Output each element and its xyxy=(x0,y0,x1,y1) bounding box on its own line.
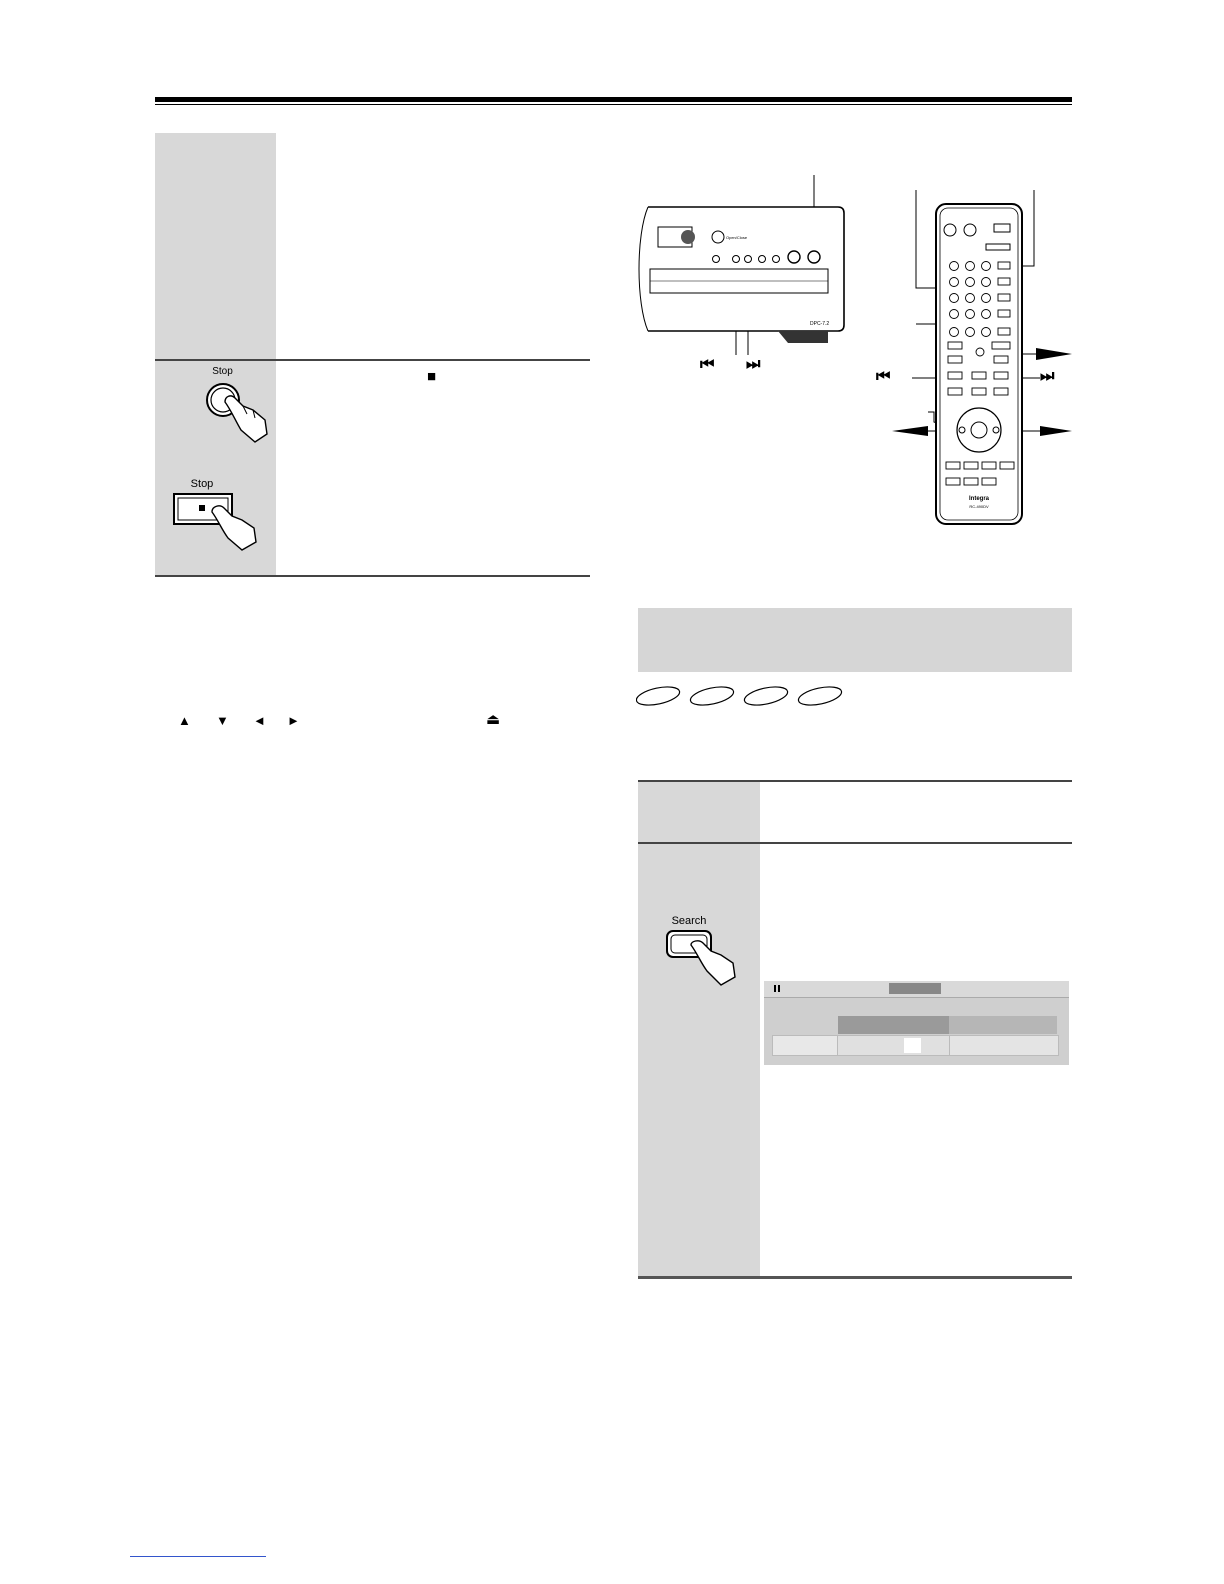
disc-type-icons xyxy=(636,684,846,708)
stop-button-square-illustration xyxy=(172,478,272,558)
remote-prev-track-icon: ⏮ xyxy=(876,368,891,385)
footer-link-underline[interactable] xyxy=(130,1556,266,1557)
remote-brand-text: Integra xyxy=(968,496,990,502)
stop-button-round-illustration xyxy=(195,364,275,454)
pause-icon xyxy=(774,985,776,992)
osd-input-cell[interactable] xyxy=(838,1035,949,1056)
left-arrow-icon: ◄ xyxy=(253,713,266,728)
up-arrow-icon: ▲ xyxy=(178,713,191,728)
osd-highlight-tab xyxy=(889,983,941,994)
search-osd-panel xyxy=(764,981,1069,1065)
header-rule xyxy=(155,97,1072,102)
front-next-track-icon: ⏭ xyxy=(746,356,759,373)
stop-label-round: Stop xyxy=(212,366,233,377)
right-step-divider xyxy=(638,842,1072,844)
hand-press-square-icon xyxy=(172,492,272,556)
stop-label-square: Stop xyxy=(190,478,214,490)
svg-text:Open/Close: Open/Close xyxy=(726,235,748,240)
front-panel-illustration xyxy=(628,175,858,375)
front-panel-model-text: DPC-7.2 xyxy=(810,321,830,327)
step-divider xyxy=(155,359,590,361)
hand-press-icon xyxy=(195,380,275,454)
down-arrow-icon: ▼ xyxy=(216,713,229,728)
right-step-bottom-rule xyxy=(638,1276,1072,1279)
player-front-panel xyxy=(628,175,858,375)
front-prev-track-icon: ⏮ xyxy=(700,356,713,373)
eject-icon: ⏏ xyxy=(486,711,501,728)
section-header-band xyxy=(638,608,1072,672)
right-step-top-rule xyxy=(638,780,1072,782)
remote-illustration xyxy=(876,190,1072,530)
osd-value-cell-right xyxy=(949,1035,1059,1056)
right-arrow-icon: ► xyxy=(287,713,300,728)
pause-icon-bar xyxy=(778,985,780,992)
osd-value-cell xyxy=(772,1035,838,1056)
search-label: Search xyxy=(671,915,707,927)
stop-symbol: ■ xyxy=(427,368,437,385)
remote-model-text: RC-490DV xyxy=(969,504,989,509)
remote-next-track-icon: ⏭ xyxy=(1040,368,1055,385)
hand-press-search-icon xyxy=(665,929,745,995)
remote-control xyxy=(876,190,1072,530)
osd-header-cell-selected xyxy=(838,1016,949,1034)
osd-status-bar xyxy=(764,981,1069,998)
header-rule-thin xyxy=(155,104,1072,105)
search-button-illustration xyxy=(665,915,745,995)
right-step-sidebar xyxy=(638,781,760,1278)
osd-cursor xyxy=(904,1038,921,1053)
step-bottom-rule xyxy=(155,575,590,577)
osd-header-cell xyxy=(949,1016,1057,1034)
